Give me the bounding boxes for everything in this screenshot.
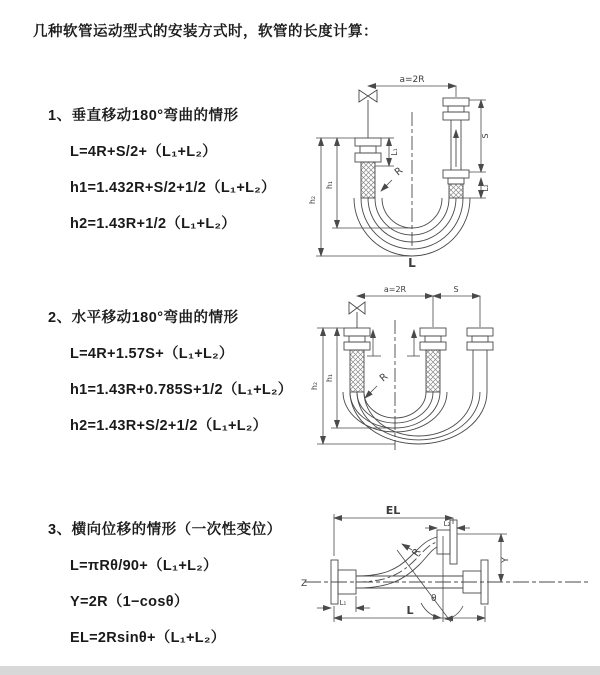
label-y: Y [501,557,511,563]
label-r: R [410,546,424,559]
formula-y: Y=2R（1−cosθ） [70,594,189,610]
label-l1: L₁ [390,148,399,156]
formula-el: EL=2Rsinθ+（L₁+L₂） [70,630,226,646]
label-l: L [408,256,416,268]
formula-h1: h1=1.432R+S/2+1/2（L₁+L₂） [70,180,276,196]
diagram-lateral-displacement [295,500,595,662]
label-h1: h₁ [325,373,334,383]
diagram-vertical-180-bend [306,70,588,268]
label-h2: h₂ [310,381,319,391]
formula-h2: h2=1.43R+1/2（L₁+L₂） [70,216,237,232]
section-horizontal-180 [48,306,320,435]
formula-h1: h1=1.43R+0.785S+1/2（L₁+L₂） [70,382,293,398]
label-el: EL [385,504,401,517]
label-s: S [453,285,459,294]
right-leg-fitting [443,98,469,198]
page-bottom-bar [0,666,600,675]
section-lateral-offset [48,518,320,647]
formula-length: L=4R+1.57S+（L₁+L₂） [70,346,234,362]
section-1-heading: 1、垂直移动180°弯曲的情形 [48,108,239,124]
label-r: R [377,371,391,385]
label-h1: h₁ [325,180,334,190]
label-h2: h₂ [308,195,317,205]
label-l: L [406,604,414,617]
page-title: 几种软管运动型式的安装方式时，软管的长度计算： [33,24,378,40]
formula-h2: h2=1.43R+S/2+1/2（L₁+L₂） [70,418,268,434]
moved-leg-fitting [467,328,493,392]
displaced-hose [356,520,457,588]
hose-u-bend-moved [350,392,487,444]
section-2-heading: 2、水平移动180°弯曲的情形 [48,310,239,326]
dimension-lines [317,296,480,444]
formula-length: L=πRθ/90+（L₁+L₂） [70,558,218,574]
middle-leg-fitting [420,328,446,392]
left-leg-fitting [344,328,370,392]
valve-icon [349,302,365,328]
label-a2r: a=2R [383,285,407,294]
label-l1: L₁ [339,599,347,607]
valve-icon [359,90,377,138]
label-r: R [392,165,406,179]
label-s: S [481,133,490,139]
section-vertical-180 [48,104,320,233]
section-3-heading: 3、横向位移的情形（一次性变位） [48,522,282,538]
left-leg-fitting [355,138,381,198]
label-z: Z [301,579,308,589]
label-l2: L₂ [481,184,490,192]
diagram-horizontal-180-bend [303,282,593,464]
label-l2: L₂ [443,520,451,528]
label-theta: θ [431,594,437,604]
formula-length: L=4R+S/2+（L₁+L₂） [70,144,217,160]
label-a2r: a=2R [399,75,425,85]
